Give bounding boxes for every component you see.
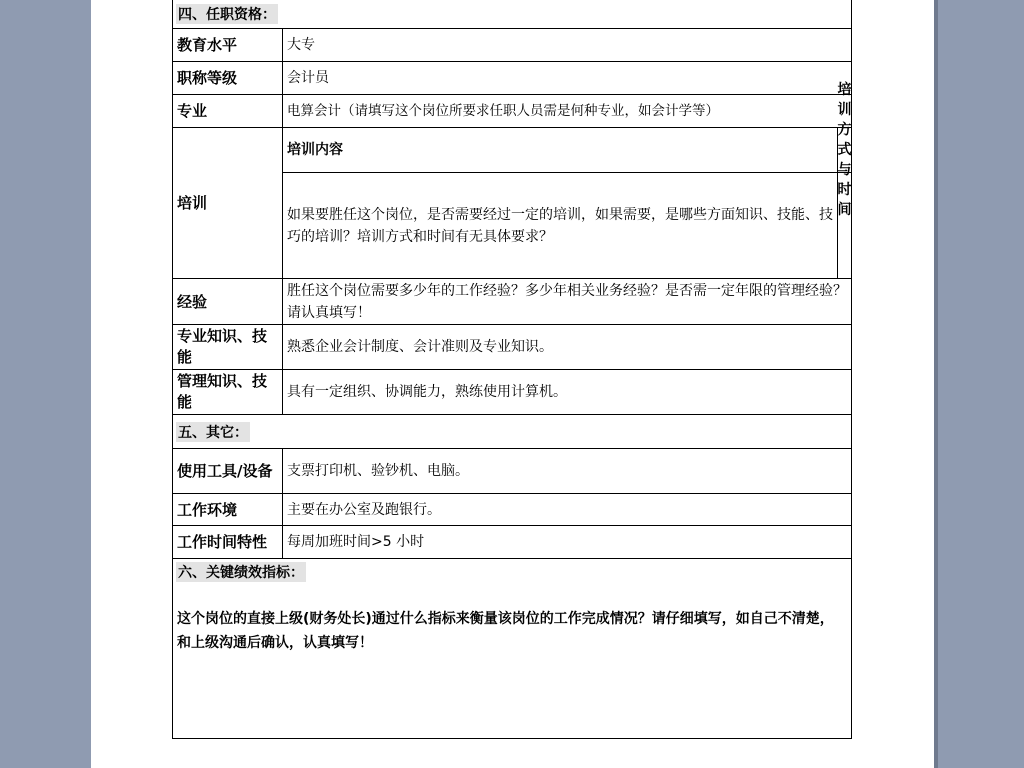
experience-value: 胜任这个岗位需要多少年的工作经验？多少年相关业务经验？是否需一定年限的管理经验？请认真填写！ bbox=[287, 282, 847, 321]
professional-knowledge-label: 专业知识、技能 bbox=[173, 325, 283, 369]
management-knowledge-value: 具有一定组织、协调能力，熟练使用计算机。 bbox=[287, 384, 567, 400]
work-time-value: 每周加班时间>5 小时 bbox=[287, 534, 425, 550]
experience-label: 经验 bbox=[173, 279, 283, 324]
training-method-header: 培训方式与时间 bbox=[837, 82, 852, 218]
tools-row bbox=[173, 449, 851, 494]
section-others-title: 五、其它： bbox=[176, 422, 250, 442]
education-value: 大专 bbox=[287, 37, 315, 53]
environment-row bbox=[173, 494, 851, 526]
training-content-header: 培训内容 bbox=[287, 142, 343, 158]
training-method-cell bbox=[837, 173, 838, 278]
training-label: 培训 bbox=[173, 128, 283, 278]
professional-knowledge-row bbox=[173, 325, 851, 370]
training-content-text: 如果要胜任这个岗位，是否需要经过一定的培训，如果需要，是哪些方面知识、技能、技巧的培训？培训方式和时间有无具体要求？ bbox=[287, 206, 833, 245]
job-description-form bbox=[172, 0, 852, 739]
experience-row bbox=[173, 279, 851, 325]
environment-value: 主要在办公室及跑银行。 bbox=[287, 501, 441, 518]
major-value: 电算会计（请填写这个岗位所要求任职人员需是何种专业，如会计学等） bbox=[287, 103, 719, 119]
kpi-text: 这个岗位的直接上级(财务处长)通过什么指标来衡量该岗位的工作完成情况？请仔细填写，如自己不清楚，和上级沟通后确认，认真填写！ bbox=[177, 611, 834, 651]
title-level-row bbox=[173, 62, 851, 95]
education-label: 教育水平 bbox=[173, 29, 283, 61]
professional-knowledge-value: 熟悉企业会计制度、会计准则及专业知识。 bbox=[287, 339, 553, 355]
tools-label: 使用工具/设备 bbox=[173, 449, 283, 493]
work-time-row bbox=[173, 526, 851, 559]
work-time-label: 工作时间特性 bbox=[173, 526, 283, 558]
section-qualifications-title: 四、任职资格： bbox=[176, 4, 278, 24]
page-shadow bbox=[934, 0, 938, 768]
major-row bbox=[173, 95, 851, 128]
section-others-row bbox=[173, 415, 851, 449]
section-kpi-title: 六、关键绩效指标： bbox=[176, 562, 306, 582]
title-level-label: 职称等级 bbox=[173, 62, 283, 94]
tools-value: 支票打印机、验钞机、电脑。 bbox=[287, 463, 469, 479]
education-row bbox=[173, 29, 851, 62]
environment-label: 工作环境 bbox=[173, 494, 283, 525]
title-level-value: 会计员 bbox=[287, 70, 329, 86]
management-knowledge-row bbox=[173, 370, 851, 415]
major-label: 专业 bbox=[173, 95, 283, 127]
management-knowledge-label: 管理知识、技能 bbox=[173, 370, 283, 414]
section-qualifications-row bbox=[173, 0, 851, 29]
training-body bbox=[283, 173, 851, 278]
kpi-row bbox=[173, 559, 851, 739]
